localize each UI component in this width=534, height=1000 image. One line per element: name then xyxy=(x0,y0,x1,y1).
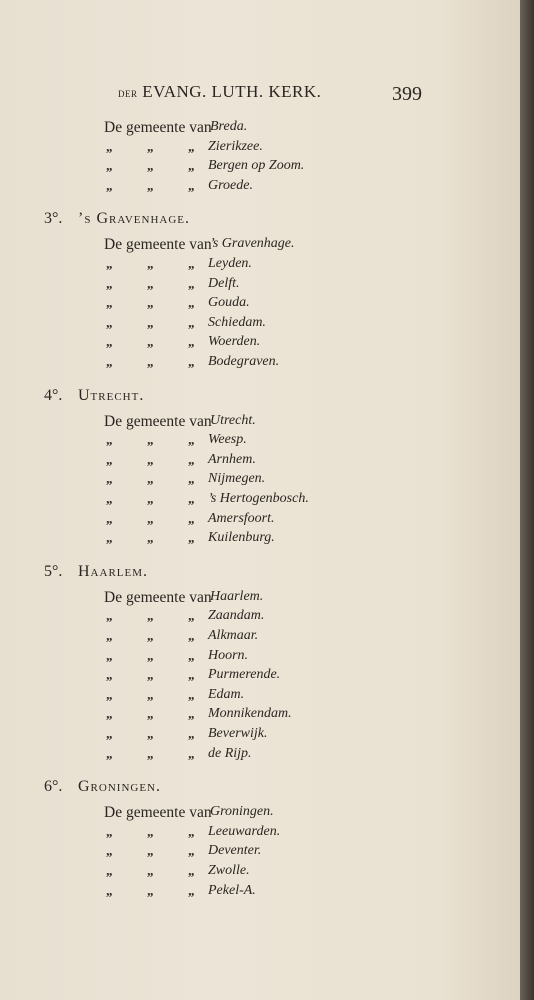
ditto-mark: „ xyxy=(147,177,154,193)
ditto-mark: „ xyxy=(188,726,195,741)
ditto-mark: „ xyxy=(106,334,113,350)
ditto-mark: „ xyxy=(106,706,113,722)
ditto-mark: „ xyxy=(106,510,113,526)
section-number: 5°. xyxy=(44,562,63,580)
ditto-mark: „ xyxy=(106,432,113,448)
lead-text: De gemeente van xyxy=(104,119,212,136)
ditto-mark: „ xyxy=(188,686,195,702)
place-name: Haarlem. xyxy=(210,588,264,604)
ditto-mark: „ xyxy=(147,628,154,643)
ditto-mark: „ xyxy=(147,432,154,448)
ditto-mark: „ xyxy=(188,882,195,898)
ditto-mark: „ xyxy=(188,256,195,271)
ditto-mark: „ xyxy=(147,843,154,859)
place-name: Hoorn. xyxy=(208,647,249,663)
place-name: Alkmaar. xyxy=(208,628,259,643)
ditto-mark: „ xyxy=(147,686,154,702)
ditto-mark: „ xyxy=(188,295,195,311)
ditto-mark: „ xyxy=(147,295,154,311)
ditto-mark: „ xyxy=(106,823,113,839)
ditto-mark: „ xyxy=(188,706,195,722)
place-name: Breda. xyxy=(210,119,248,134)
place-name: Amersfoort. xyxy=(208,510,275,526)
section-name: Haarlem. xyxy=(78,562,148,580)
section-name: Utrecht. xyxy=(78,386,145,404)
place-name: Kuilenburg. xyxy=(208,530,275,546)
place-name: Schiedam. xyxy=(208,314,266,330)
running-head xyxy=(0,82,520,106)
ditto-mark: „ xyxy=(147,726,154,741)
place-name: Deventer. xyxy=(208,843,262,859)
place-name: Weesp. xyxy=(208,432,247,448)
running-title xyxy=(118,82,321,102)
section-heading xyxy=(44,210,190,234)
ditto-mark: „ xyxy=(147,314,154,330)
ditto-mark: „ xyxy=(106,275,113,291)
place-name: Monnikendam. xyxy=(208,706,292,722)
ditto-mark: „ xyxy=(106,177,113,193)
place-name: Zaandam. xyxy=(208,608,265,624)
section-number: 3°. xyxy=(44,210,63,228)
place-name: Beverwijk. xyxy=(208,726,268,741)
ditto-mark: „ xyxy=(188,628,195,643)
ditto-mark: „ xyxy=(188,354,195,369)
running-title-main: EVANG. LUTH. KERK. xyxy=(142,82,322,101)
ditto-mark: „ xyxy=(106,158,113,174)
page-edge xyxy=(520,0,534,1000)
ditto-mark: „ xyxy=(147,667,154,683)
place-name: Groningen. xyxy=(210,804,274,820)
ditto-mark: „ xyxy=(147,354,154,369)
section-number: 6°. xyxy=(44,778,63,796)
section-heading xyxy=(44,563,148,587)
section-number: 4°. xyxy=(44,386,63,404)
ditto-mark: „ xyxy=(188,745,195,761)
ditto-mark: „ xyxy=(147,158,154,174)
ditto-mark: „ xyxy=(147,863,154,878)
ditto-mark: „ xyxy=(106,843,113,859)
place-name: Purmerende. xyxy=(208,667,281,683)
ditto-mark: „ xyxy=(147,882,154,898)
list-item xyxy=(0,530,520,552)
ditto-mark: „ xyxy=(188,491,195,506)
place-name: Leeuwarden. xyxy=(208,823,281,839)
section-name: ’s Gravenhage. xyxy=(78,210,191,228)
place-name: Nijmegen. xyxy=(208,471,266,487)
ditto-mark: „ xyxy=(106,295,113,311)
section-heading xyxy=(44,387,144,411)
ditto-mark: „ xyxy=(106,667,113,683)
lead-text: De gemeente van xyxy=(104,588,212,606)
ditto-mark: „ xyxy=(106,491,113,506)
ditto-mark: „ xyxy=(188,863,195,878)
ditto-mark: „ xyxy=(106,138,113,154)
place-name: Groede. xyxy=(208,177,253,193)
place-name: de Rijp. xyxy=(208,745,252,761)
ditto-mark: „ xyxy=(147,138,154,154)
ditto-mark: „ xyxy=(147,530,154,546)
ditto-mark: „ xyxy=(188,314,195,330)
place-name: ’s Hertogenbosch. xyxy=(208,491,309,506)
place-name: Bergen op Zoom. xyxy=(208,158,305,174)
ditto-mark: „ xyxy=(188,667,195,683)
ditto-mark: „ xyxy=(147,823,154,839)
ditto-mark: „ xyxy=(147,608,154,624)
ditto-mark: „ xyxy=(106,863,113,878)
place-name: Arnhem. xyxy=(208,451,256,467)
list-item xyxy=(0,354,520,376)
place-name: Edam. xyxy=(208,686,245,702)
ditto-mark: „ xyxy=(188,471,195,487)
ditto-mark: „ xyxy=(147,745,154,761)
ditto-mark: „ xyxy=(188,275,195,291)
ditto-mark: „ xyxy=(147,647,154,663)
ditto-mark: „ xyxy=(106,451,113,467)
ditto-mark: „ xyxy=(188,334,195,350)
ditto-mark: „ xyxy=(188,510,195,526)
ditto-mark: „ xyxy=(106,745,113,761)
ditto-mark: „ xyxy=(188,530,195,546)
ditto-mark: „ xyxy=(147,275,154,291)
page-number: 399 xyxy=(392,83,422,105)
ditto-mark: „ xyxy=(188,158,195,174)
ditto-mark: „ xyxy=(106,882,113,898)
ditto-mark: „ xyxy=(106,354,113,369)
ditto-mark: „ xyxy=(188,451,195,467)
place-name: Utrecht. xyxy=(210,412,256,428)
ditto-mark: „ xyxy=(188,823,195,839)
ditto-mark: „ xyxy=(106,726,113,741)
ditto-mark: „ xyxy=(106,530,113,546)
ditto-mark: „ xyxy=(106,608,113,624)
section-name: Groningen. xyxy=(78,778,161,796)
place-name: Leyden. xyxy=(208,256,252,271)
ditto-mark: „ xyxy=(147,510,154,526)
ditto-mark: „ xyxy=(147,706,154,722)
ditto-mark: „ xyxy=(147,256,154,271)
place-name: Pekel-A. xyxy=(208,882,256,898)
ditto-mark: „ xyxy=(106,686,113,702)
ditto-mark: „ xyxy=(106,256,113,271)
ditto-mark: „ xyxy=(106,471,113,487)
ditto-mark: „ xyxy=(106,314,113,330)
lead-text: De gemeente van xyxy=(104,804,212,822)
place-name: Zierikzee. xyxy=(208,138,263,154)
running-title-prefix: der xyxy=(118,85,138,100)
ditto-mark: „ xyxy=(147,471,154,487)
ditto-mark: „ xyxy=(147,491,154,506)
ditto-mark: „ xyxy=(106,628,113,643)
ditto-mark: „ xyxy=(188,843,195,859)
place-name: Gouda. xyxy=(208,295,250,311)
ditto-mark: „ xyxy=(106,647,113,663)
place-name: Bodegraven. xyxy=(208,354,280,369)
lead-text: De gemeente van xyxy=(104,236,212,254)
ditto-mark: „ xyxy=(147,451,154,467)
place-name: ’s Gravenhage. xyxy=(210,236,295,252)
ditto-mark: „ xyxy=(188,647,195,663)
ditto-mark: „ xyxy=(188,177,195,193)
ditto-mark: „ xyxy=(188,138,195,154)
list-item xyxy=(0,178,520,200)
section-heading xyxy=(44,778,161,802)
place-name: Woerden. xyxy=(208,334,261,350)
place-name: Zwolle. xyxy=(208,863,250,878)
ditto-mark: „ xyxy=(188,432,195,448)
place-name: Delft. xyxy=(208,275,240,291)
lead-text: De gemeente van xyxy=(104,412,212,430)
list-item xyxy=(0,883,520,905)
ditto-mark: „ xyxy=(188,608,195,624)
list-item xyxy=(0,746,520,768)
ditto-mark: „ xyxy=(147,334,154,350)
